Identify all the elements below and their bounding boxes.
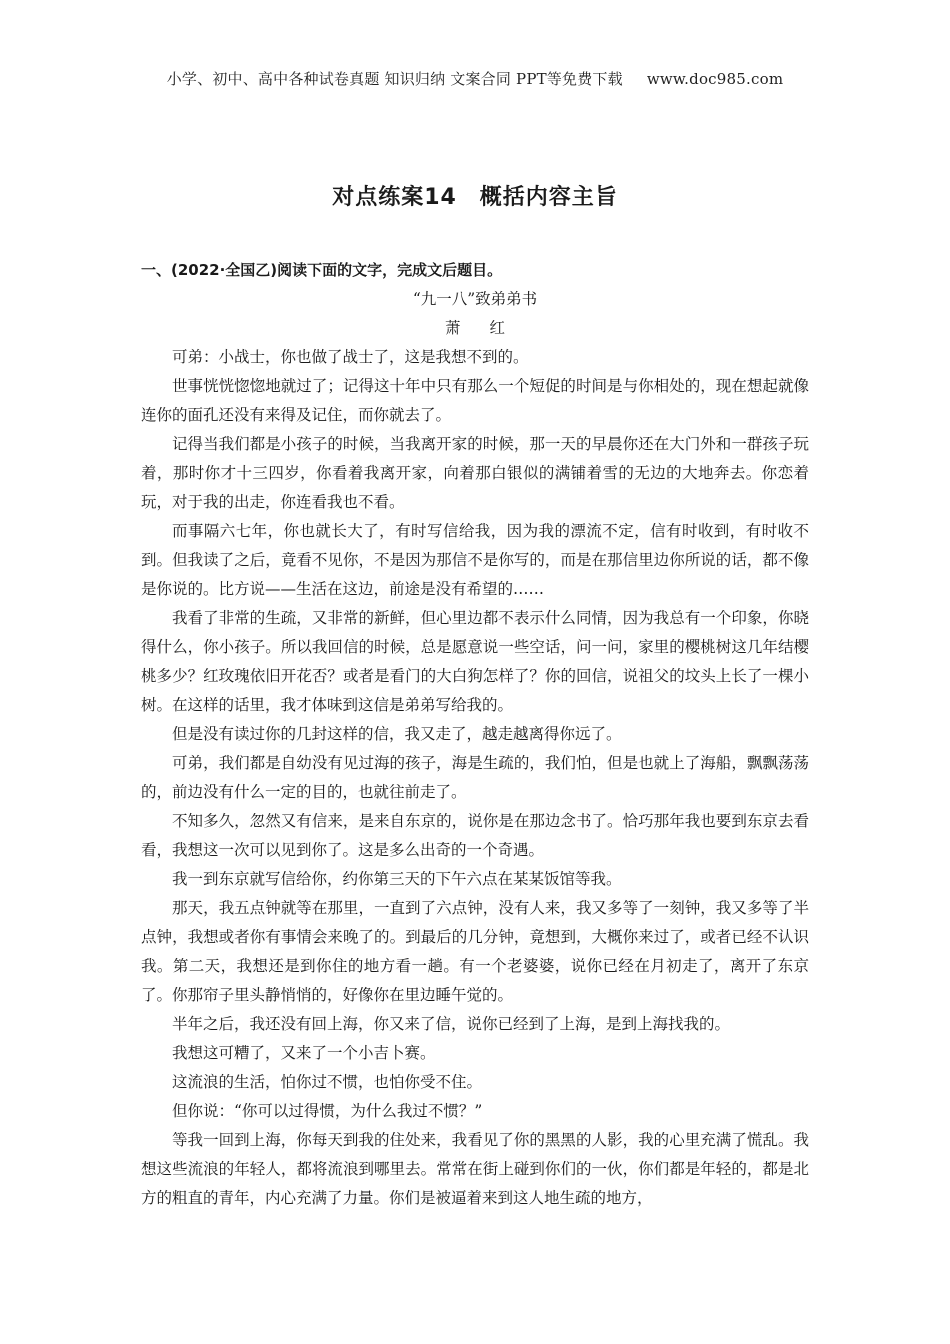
paragraph: 可弟：小战士，你也做了战士了，这是我想不到的。 — [172, 348, 529, 366]
question-prompt: 一、(2022·全国乙)阅读下面的文字，完成文后题目。 — [141, 261, 503, 279]
paragraph: 我看了非常的生疏，又非常的新鲜，但心里边都不表示什么同情，因为我总有一个印象，你晓得什么，你小孩子。所以我回信的时候，总是愿意说一些空话，问一问，家里的樱桃树这几年结樱桃多少？红玫瑰依旧开花否？或者是看门的大白狗怎样了？你的回信，说祖父的坟头上长了一棵小树。在这样的话里，我才体味到这信是弟弟写给我的。 — [141, 609, 809, 714]
paragraph: 记得当我们都是小孩子的时候，当我离开家的时候，那一天的早晨你还在大门外和一群孩子玩着，那时你才十三四岁，你看着我离开家，向着那白银似的满铺着雪的无边的大地奔去。你恋着玩，对于我的出走，你连看我也不看。 — [141, 435, 809, 511]
paragraph: 我想这可糟了，又来了一个小吉卜赛。 — [172, 1044, 436, 1062]
paragraph: 但是没有读过你的几封这样的信，我又走了，越走越离得你远了。 — [172, 725, 622, 743]
paragraph: 世事恍恍惚惚地就过了；记得这十年中只有那么一个短促的时间是与你相处的，现在想起就像连你的面孔还没有来得及记住，而你就去了。 — [141, 377, 809, 424]
paragraph: 半年之后，我还没有回上海，你又来了信，说你已经到了上海，是到上海找我的。 — [172, 1015, 731, 1033]
paragraph: 但你说：“你可以过得惯，为什么我过不惯？” — [172, 1102, 483, 1120]
paragraph: 等我一回到上海，你每天到我的住处来，我看见了你的黑黑的人影，我的心里充满了慌乱。我想这些流浪的年轻人，都将流浪到哪里去。常常在街上碰到你们的一伙，你们都是年轻的，都是北方的粗直的青年，内心充满了力量。你们是被逼着来到这人地生疏的地方， — [141, 1131, 809, 1207]
header-url[interactable]: www.doc985.com — [646, 70, 784, 88]
header-text: 小学、初中、高中各种试卷真题 知识归纳 文案合同 PPT等免费下载 — [166, 70, 623, 88]
paragraph: 不知多久，忽然又有信来，是来自东京的，说你是在那边念书了。恰巧那年我也要到东京去看看，我想这一次可以见到你了。这是多么出奇的一个奇遇。 — [141, 812, 809, 859]
paragraph: 那天，我五点钟就等在那里，一直到了六点钟，没有人来，我又多等了一刻钟，我又多等了半点钟，我想或者你有事情会来晚了的。到最后的几分钟，竟想到，大概你来过了，或者已经不认识我。第二天，我想还是到你住的地方看一趟。有一个老婆婆，说你已经在月初走了，离开了东京了。你那帘子里头静悄悄的，好像你在里边睡午觉的。 — [141, 899, 809, 1004]
paragraph: 这流浪的生活，怕你过不惯，也怕你受不住。 — [172, 1073, 483, 1091]
paragraph: 我一到东京就写信给你，约你第三天的下午六点在某某饭馆等我。 — [172, 870, 622, 888]
article-author: 萧 红 — [445, 319, 517, 337]
article-title: “九一八”致弟弟书 — [412, 290, 538, 308]
paragraph: 可弟，我们都是自幼没有见过海的孩子，海是生疏的，我们怕，但是也就上了海船，飘飘荡荡的，前边没有什么一定的目的，也就往前走了。 — [141, 754, 809, 801]
page-title: 对点练案14 概括内容主旨 — [332, 185, 618, 210]
paragraph: 而事隔六七年，你也就长大了，有时写信给我，因为我的漂流不定，信有时收到，有时收不到。但我读了之后，竟看不见你，不是因为那信不是你写的，而是在那信里边你所说的话，都不像是你说的。比方说——生活在这边，前途是没有希望的…… — [141, 522, 809, 598]
document-body — [141, 256, 809, 1213]
page-header — [0, 68, 950, 89]
